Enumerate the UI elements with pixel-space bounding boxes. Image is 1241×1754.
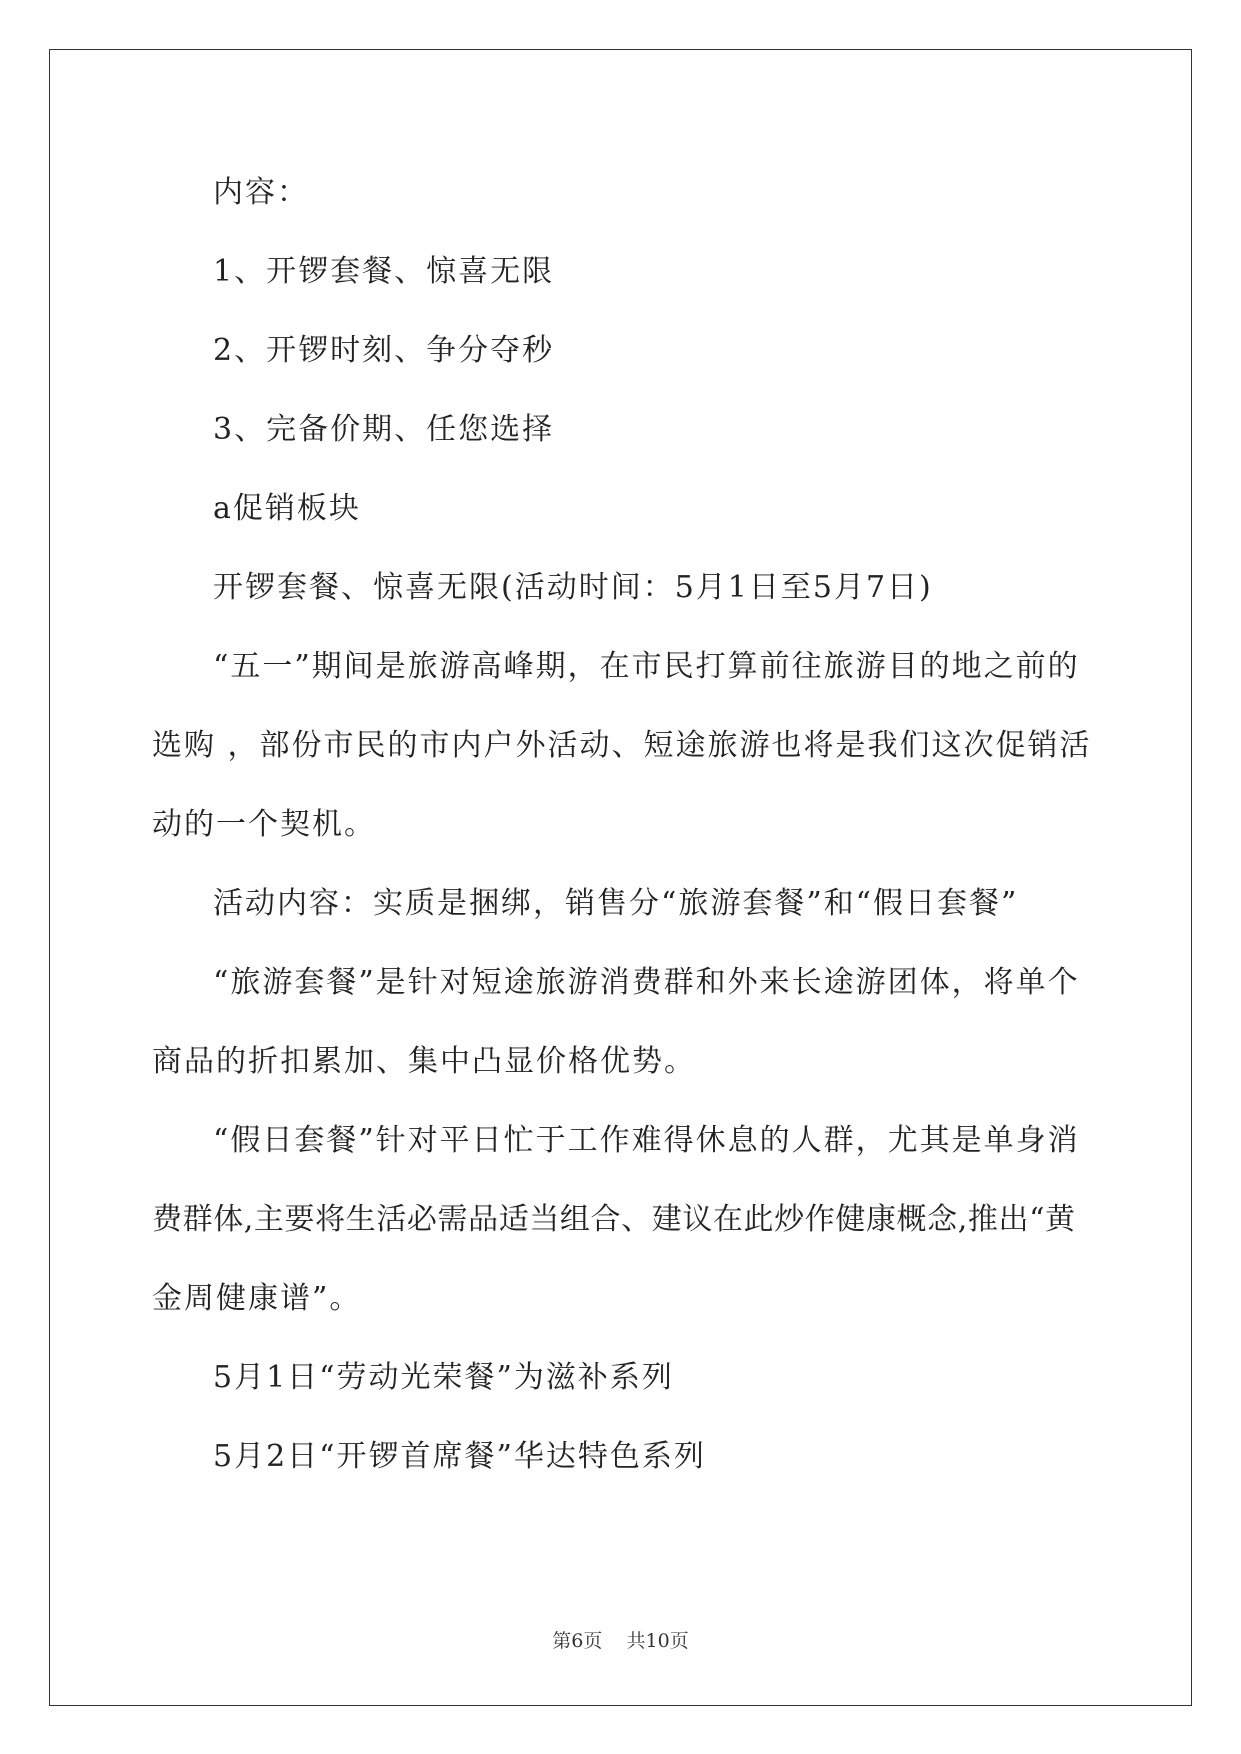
list-item-3: 3、完备价期、任您选择 [213, 412, 555, 447]
paragraph-line: “五一”期间是旅游高峰期，在市民打算前往旅游目的地之前的 [213, 649, 1080, 684]
list-item-2: 2、开锣时刻、争分夺秒 [213, 333, 555, 368]
subsection-heading: 开锣套餐、惊喜无限(活动时间：5月1日至5月7日) [213, 570, 933, 605]
paragraph-line: 动的一个契机。 [152, 807, 376, 842]
paragraph-line: 商品的折扣累加、集中凸显价格优势。 [152, 1044, 696, 1079]
page-footer [0, 1629, 1241, 1653]
schedule-item: 5月2日“开锣首席餐”华达特色系列 [213, 1439, 706, 1474]
page-total: 共10页 [626, 1630, 689, 1652]
paragraph-line: 金周健康谱”。 [152, 1281, 362, 1316]
paragraph-line: 费群体,主要将生活必需品适当组合、建议在此炒作健康概念,推出“黄 [152, 1202, 1076, 1237]
paragraph-line: 活动内容：实质是捆绑，销售分“旅游套餐”和“假日套餐” [213, 886, 1019, 921]
schedule-item: 5月1日“劳动光荣餐”为滋补系列 [213, 1360, 674, 1395]
section-heading-promotion: a促销板块 [213, 491, 361, 526]
paragraph-line: “假日套餐”针对平日忙于工作难得休息的人群，尤其是单身消 [213, 1123, 1080, 1158]
content-heading: 内容： [213, 175, 309, 210]
paragraph-line: 选购 ，部份市民的市内户外活动、短途旅游也将是我们这次促销活 [152, 728, 1092, 763]
page-number: 第6页 [552, 1630, 603, 1652]
paragraph-line: “旅游套餐”是针对短途旅游消费群和外来长途游团体，将单个 [213, 965, 1080, 1000]
list-item-1: 1、开锣套餐、惊喜无限 [213, 254, 555, 289]
